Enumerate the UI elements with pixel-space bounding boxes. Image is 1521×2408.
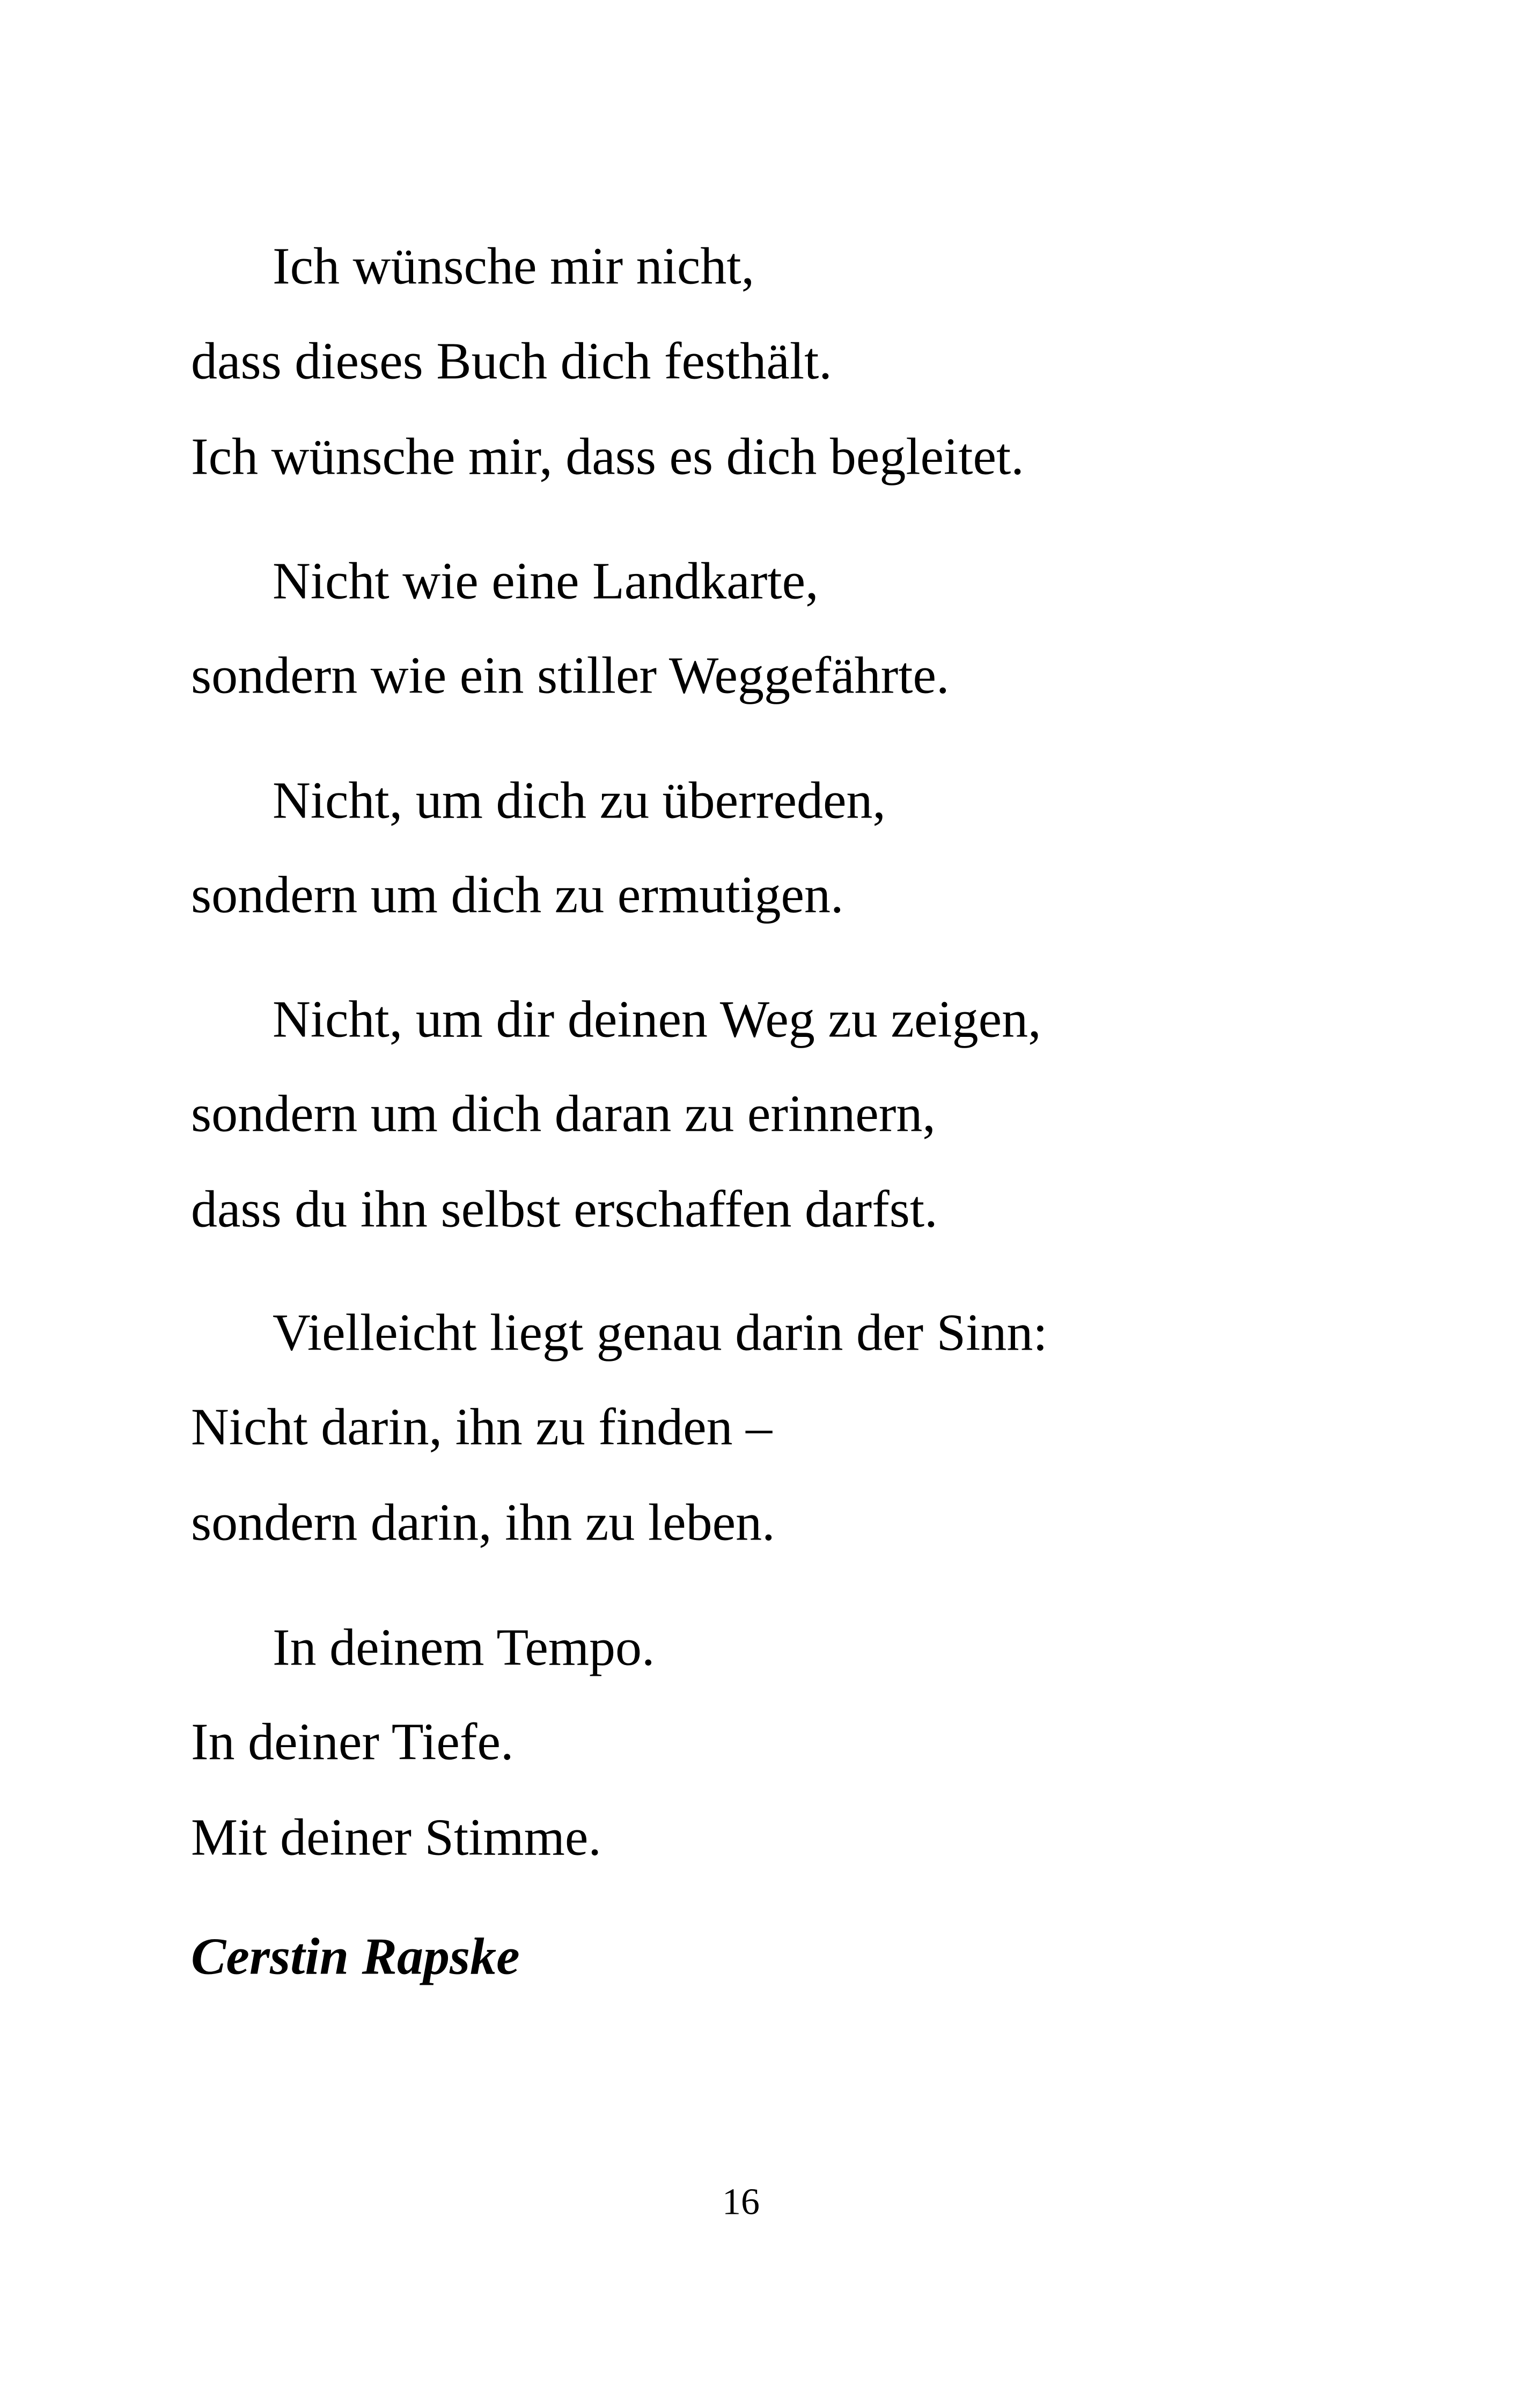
poem-line: dass dieses Buch dich festhält. (191, 332, 832, 391)
poem-line: Nicht, um dich zu überreden, (273, 771, 886, 830)
poem-line: Ich wünsche mir, dass es dich begleitet. (191, 428, 1024, 486)
poem-line: sondern um dich daran zu erinnern, (191, 1085, 936, 1143)
page-number: 16 (722, 2181, 760, 2223)
poem-line: dass du ihn selbst erschaffen darfst. (191, 1180, 938, 1239)
poem-line: sondern darin, ihn zu leben. (191, 1493, 775, 1552)
poem-line: sondern um dich zu ermutigen. (191, 866, 844, 924)
poem-line: Nicht darin, ihn zu finden – (191, 1398, 773, 1456)
poem-line: In deinem Tempo. (273, 1618, 655, 1677)
poem-line: Nicht, um dir deinen Weg zu zeigen, (273, 990, 1041, 1049)
poem-line: Mit deiner Stimme. (191, 1808, 601, 1867)
poem-line: Vielleicht liegt genau darin der Sinn: (273, 1304, 1048, 1362)
author-signature: Cerstin Rapske (191, 1927, 520, 1986)
poem-line: Ich wünsche mir nicht, (273, 237, 755, 296)
poem-line: sondern wie ein stiller Weggefährte. (191, 646, 950, 705)
poem-line: In deiner Tiefe. (191, 1713, 514, 1771)
poem-line: Nicht wie eine Landkarte, (273, 552, 819, 610)
